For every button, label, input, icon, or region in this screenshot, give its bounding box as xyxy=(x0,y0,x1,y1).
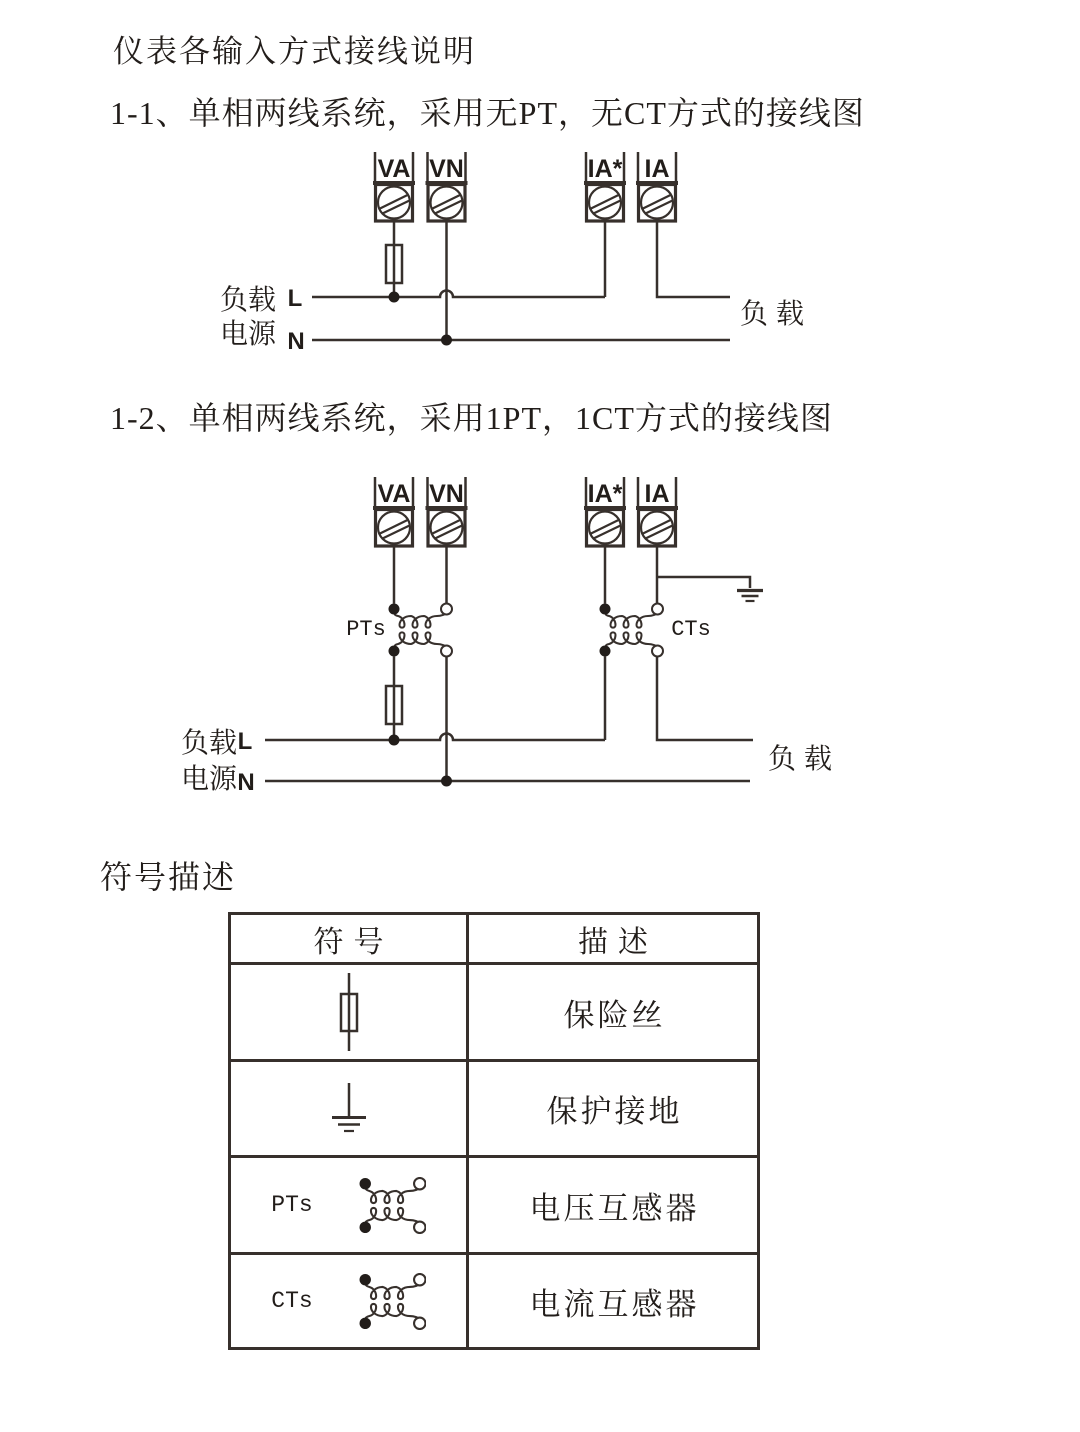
earth-symbol xyxy=(737,591,763,602)
fuse-description: 保险丝 xyxy=(469,965,757,1062)
pt-transformer-symbol xyxy=(389,604,453,657)
fuse-symbol xyxy=(331,973,367,1051)
wiring-diagram-1pt-1ct xyxy=(180,460,860,825)
table-header-symbol: 符号 xyxy=(231,915,469,965)
load-label-right: 负载 xyxy=(767,744,841,775)
ct-label: CTs xyxy=(271,1288,313,1314)
fuse-symbol-cell xyxy=(231,965,469,1062)
earth-branch-wire xyxy=(657,577,750,588)
terminal-label-ia: IA xyxy=(644,155,670,183)
junction-dot xyxy=(441,776,452,787)
terminal-label-ia-star: IA* xyxy=(587,155,623,183)
pt-label: PTs xyxy=(346,617,386,642)
source-label-left: 电源 xyxy=(219,319,277,350)
neutral-label: N xyxy=(237,769,255,796)
earth-description: 保护接地 xyxy=(469,1062,757,1158)
junction-dot xyxy=(389,735,400,746)
live-label: L xyxy=(287,285,303,312)
ct-label: CTs xyxy=(671,617,711,642)
terminal-label-va: VA xyxy=(377,155,411,183)
ct-description: 电流互感器 xyxy=(529,1286,700,1322)
live-label: L xyxy=(237,728,253,755)
pt-description: 电压互感器 xyxy=(469,1158,757,1255)
earth-symbol xyxy=(327,1083,371,1135)
wire-ia xyxy=(657,222,730,297)
earth-symbol-cell xyxy=(231,1062,469,1158)
load-label-left: 负载 xyxy=(180,728,238,759)
terminal-label-ia-star: IA* xyxy=(587,480,623,508)
load-label-right: 负载 xyxy=(739,299,813,330)
terminal-label-ia: IA xyxy=(644,480,670,508)
junction-dot xyxy=(441,335,452,346)
page-title: 仪表各输入方式接线说明 xyxy=(113,34,476,69)
junction-dot xyxy=(389,292,400,303)
ct-return-wire xyxy=(657,657,753,741)
terminal-label-vn: VN xyxy=(429,155,464,183)
section-1-2-heading: 1-2、单相两线系统，采用1PT，1CT方式的接线图 xyxy=(110,400,833,436)
pt-label: PTs xyxy=(271,1192,313,1218)
source-label-left: 电源 xyxy=(180,764,238,795)
wiring-diagram-no-pt-no-ct xyxy=(180,140,840,385)
terminal-block xyxy=(373,477,678,546)
live-wire xyxy=(312,291,605,297)
ct-transformer-symbol xyxy=(600,604,664,657)
table-header-description: 描述 xyxy=(469,915,757,965)
ct-symbol-cell xyxy=(231,1255,469,1347)
neutral-label: N xyxy=(287,328,305,355)
symbol-description-table xyxy=(228,912,760,1350)
ct-transformer-symbol xyxy=(359,1273,426,1330)
pt-symbol-cell xyxy=(231,1158,469,1255)
live-wire xyxy=(265,734,605,740)
terminal-block xyxy=(373,152,678,221)
symbols-heading: 符号描述 xyxy=(100,859,237,895)
terminal-label-va: VA xyxy=(377,480,411,508)
load-label-left: 负载 xyxy=(219,285,277,316)
terminal-label-vn: VN xyxy=(429,480,464,508)
section-1-1-heading: 1-1、单相两线系统，采用无PT，无CT方式的接线图 xyxy=(110,95,865,131)
pt-transformer-symbol xyxy=(359,1177,426,1234)
